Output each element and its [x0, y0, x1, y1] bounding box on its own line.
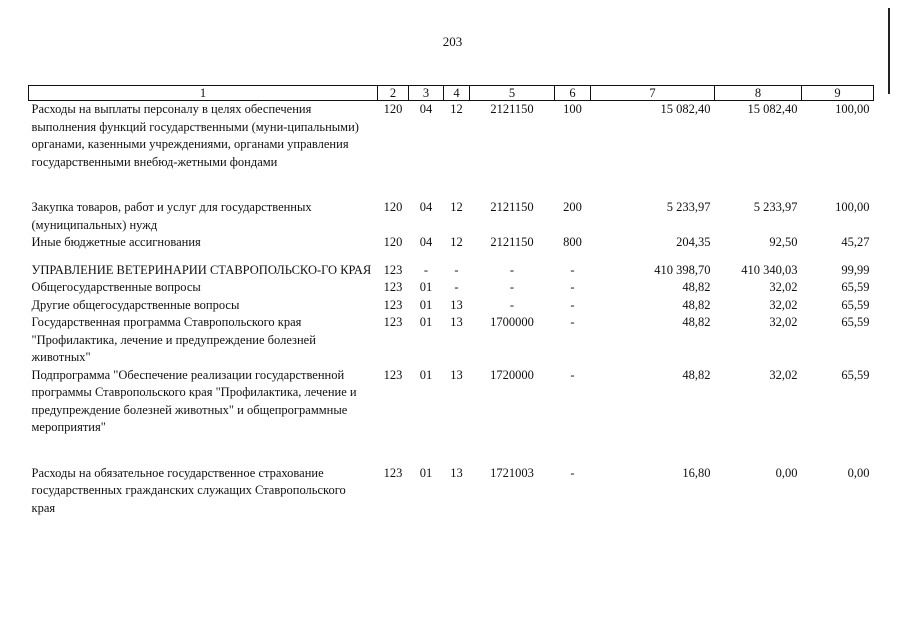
row-code: - — [509, 297, 515, 312]
row-code: 800 — [563, 235, 582, 249]
row-code: - — [454, 280, 459, 294]
row-value: 65,59 — [841, 367, 870, 382]
row-code: 04 — [419, 102, 433, 116]
row-code: 2121150 — [490, 102, 534, 116]
row-code: 100 — [563, 102, 582, 116]
row-value: 410 398,70 — [654, 262, 711, 277]
column-header: 4 — [444, 86, 470, 101]
row-code: - — [570, 262, 575, 277]
row-code: 2121150 — [490, 200, 534, 214]
row-code: 04 — [419, 235, 433, 249]
row-code: 1720000 — [490, 367, 534, 382]
column-header: 1 — [29, 86, 378, 101]
table-row — [29, 262, 874, 280]
table-row — [29, 465, 874, 518]
table-row — [29, 199, 874, 234]
table-row — [29, 367, 874, 465]
row-value: 65,59 — [841, 297, 870, 312]
row-value: 99,99 — [841, 262, 870, 277]
row-value: 48,82 — [682, 280, 711, 294]
row-code: 123 — [383, 297, 403, 312]
row-code: - — [570, 367, 575, 382]
row-value: 65,59 — [841, 280, 870, 294]
row-code: 12 — [450, 200, 463, 214]
row-value: 48,82 — [682, 367, 711, 382]
row-code: - — [570, 280, 575, 294]
row-code: 120 — [383, 102, 403, 116]
row-name: Подпрограмма "Обеспечение реализации государственной программы Ставропольского края "Профилактика, лечение и предупреждение болезней животных" и общепрограммные мероприятия" — [31, 367, 357, 434]
column-header: 9 — [802, 86, 874, 101]
column-header: 3 — [409, 86, 444, 101]
column-header: 6 — [555, 86, 591, 101]
row-code: 123 — [383, 315, 403, 329]
row-value: 48,82 — [682, 315, 711, 329]
table-row — [29, 279, 874, 297]
row-name: Расходы на обязательное государственное страхование государственных гражданских служащих Ставропольского края — [31, 465, 346, 515]
row-value: 48,82 — [682, 297, 711, 312]
row-code: - — [570, 297, 575, 312]
row-value: 32,02 — [769, 297, 798, 312]
row-code: 123 — [383, 465, 403, 480]
row-value: 32,02 — [769, 280, 798, 294]
row-code: 200 — [563, 200, 582, 214]
row-code: 01 — [419, 367, 433, 382]
row-code: 01 — [419, 315, 433, 329]
row-code: - — [454, 262, 459, 277]
row-value: 45,27 — [841, 235, 870, 249]
row-value: 15 082,40 — [747, 102, 798, 116]
row-value: 65,59 — [841, 315, 870, 329]
row-value: 92,50 — [769, 235, 798, 249]
row-code: 13 — [450, 465, 463, 480]
row-code: - — [570, 465, 575, 480]
row-name: Иные бюджетные ассигнования — [31, 235, 201, 249]
row-name: Расходы на выплаты персоналу в целях обеспечения выполнения функций государственными (муни-ципальными) органами, казенными учреждениями, органами управления государственными внебюд-жетными фондами — [31, 102, 359, 169]
column-header: 8 — [715, 86, 802, 101]
column-header: 7 — [591, 86, 715, 101]
row-name: Закупка товаров, работ и услуг для государственных (муниципальных) нужд — [31, 200, 312, 232]
row-value: 0,00 — [775, 465, 798, 480]
row-code: 04 — [419, 200, 433, 214]
row-code: 13 — [450, 297, 463, 312]
column-header: 5 — [470, 86, 555, 101]
row-code: 12 — [450, 235, 463, 249]
row-code: 01 — [419, 465, 433, 480]
row-value: 410 340,03 — [741, 262, 798, 277]
row-code: 01 — [419, 297, 433, 312]
row-code: 123 — [383, 280, 403, 294]
margin-rule — [888, 8, 890, 94]
row-code: - — [509, 262, 515, 277]
row-code: 1700000 — [490, 315, 534, 329]
table-row — [29, 314, 874, 367]
row-name: Общегосударственные вопросы — [31, 280, 201, 294]
row-value: 32,02 — [769, 367, 798, 382]
row-value: 100,00 — [835, 102, 870, 116]
row-value: 100,00 — [835, 200, 870, 214]
budget-table — [28, 85, 874, 517]
row-value: 15 082,40 — [660, 102, 711, 116]
row-code: 12 — [450, 102, 463, 116]
table-row — [29, 101, 874, 200]
row-code: 01 — [419, 280, 433, 294]
row-code: 120 — [383, 200, 403, 214]
table-row — [29, 234, 874, 262]
row-value: 204,35 — [676, 235, 711, 249]
row-value: 32,02 — [769, 315, 798, 329]
row-code: - — [570, 315, 575, 329]
row-value: 16,80 — [682, 465, 711, 480]
row-code: 1721003 — [490, 465, 534, 480]
header-row — [29, 86, 874, 101]
row-code: - — [423, 262, 429, 277]
row-name: Государственная программа Ставропольского края "Профилактика, лечение и предупреждение болезней животных" — [31, 315, 316, 364]
row-code: - — [509, 280, 515, 294]
row-name: Другие общегосударственные вопросы — [31, 297, 240, 312]
row-code: 120 — [383, 235, 403, 249]
row-value: 0,00 — [847, 465, 870, 480]
column-header: 2 — [378, 86, 409, 101]
table-row — [29, 297, 874, 315]
row-code: 123 — [383, 367, 403, 382]
row-code: 13 — [450, 367, 463, 382]
row-code: 13 — [450, 315, 463, 329]
row-value: 5 233,97 — [666, 200, 711, 214]
row-name: УПРАВЛЕНИЕ ВЕТЕРИНАРИИ СТАВРОПОЛЬСКО-ГО КРАЯ — [31, 262, 372, 277]
row-code: 2121150 — [490, 235, 534, 249]
page-number: 203 — [442, 34, 463, 49]
row-code: 123 — [383, 262, 403, 277]
row-value: 5 233,97 — [753, 200, 798, 214]
